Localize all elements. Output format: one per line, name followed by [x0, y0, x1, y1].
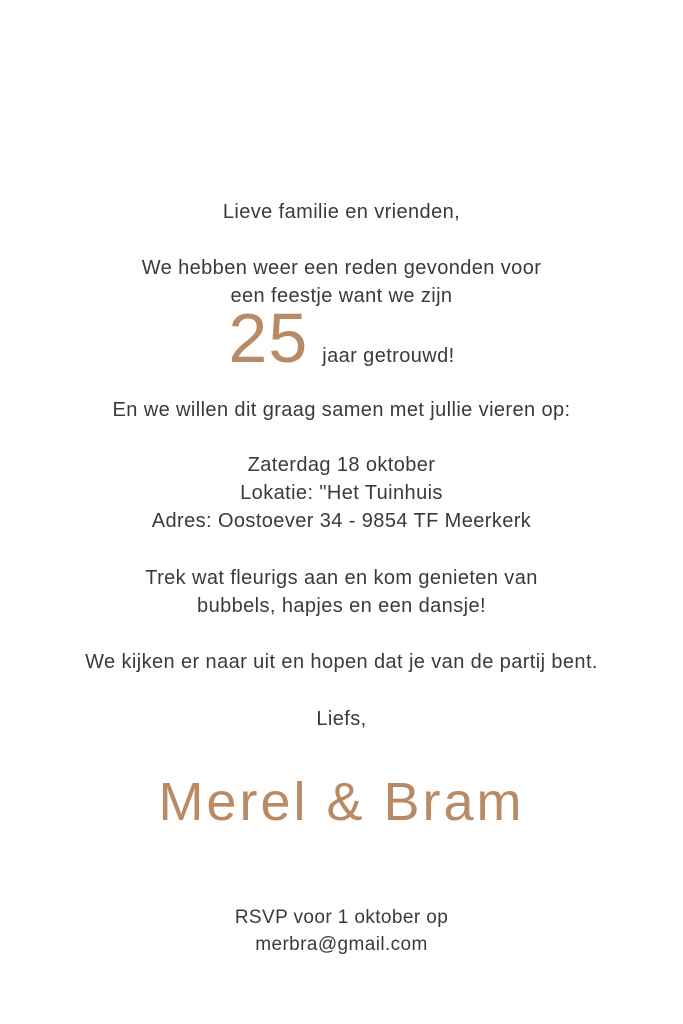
intro-line-1: We hebben weer een reden gevonden voor — [141, 257, 542, 279]
dress-code-line-2: bubbels, hapjes en een dansje! — [197, 595, 486, 617]
invite-line-text: En we willen dit graag samen met jullie vieren op: — [112, 399, 571, 421]
salutation-text: Lieve familie en vrienden, — [222, 201, 461, 223]
rsvp-deadline: RSVP voor 1 oktober op — [234, 907, 449, 928]
anniversary-years-suffix: jaar getrouwd! — [322, 345, 455, 367]
rsvp-paragraph — [0, 904, 683, 958]
event-location: Lokatie: "Het Tuinhuis — [240, 482, 443, 504]
anniversary-years-number: 25 — [228, 299, 309, 377]
dress-code-line-1: Trek wat fleurigs aan en kom genieten van — [145, 567, 538, 589]
signoff-text: Liefs, — [316, 708, 367, 730]
anniversary-years-row — [0, 300, 683, 376]
couple-names: Merel & Bram — [158, 772, 525, 832]
event-details — [0, 451, 683, 535]
event-address: Adres: Oostoever 34 - 9854 TF Meerkerk — [151, 510, 532, 532]
dress-code-paragraph — [0, 564, 683, 620]
rsvp-email: merbra@gmail.com — [255, 934, 428, 955]
event-date: Zaterdag 18 oktober — [247, 454, 436, 476]
intro-line-2: een feestje want we zijn — [230, 285, 453, 307]
hope-line-text: We kijken er naar uit en hopen dat je van de partij bent. — [85, 651, 598, 673]
